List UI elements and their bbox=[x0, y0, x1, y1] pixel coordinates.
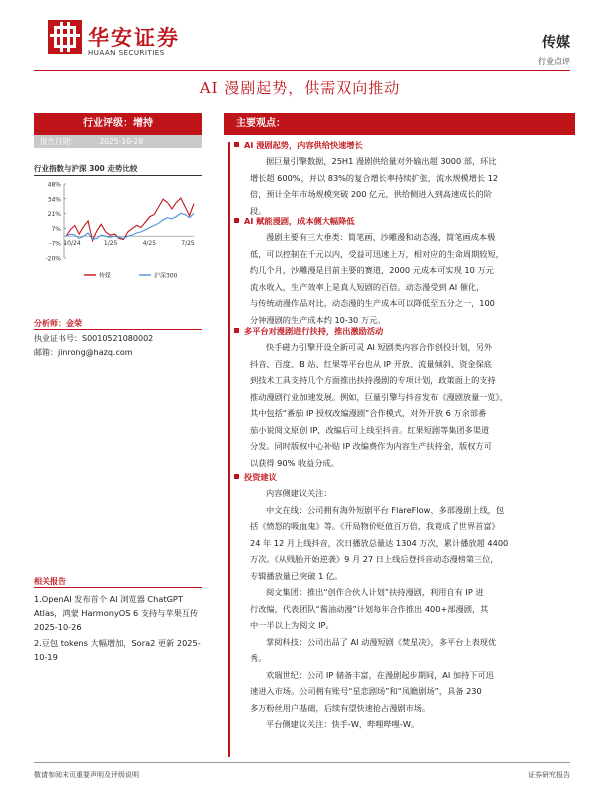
company-logo bbox=[48, 20, 198, 62]
legend-label: 传媒 bbox=[99, 272, 112, 280]
footer-report-label: 证券研究报告 bbox=[528, 771, 570, 779]
body-text-line: 与传统动漫作品对比，动态漫的生产成本可以降低至五分之一，100 bbox=[250, 298, 495, 308]
body-text-line: 快手磁力引擎开设全新可灵 AI 短剧类内容合作创投计划，另外 bbox=[266, 342, 493, 352]
body-text-line: 漫剧主要有三大垂类：简笔画、沙雕漫和动态漫，简笔画成本极 bbox=[266, 232, 496, 242]
body-text-line: 欢瑞世纪：公司 IP 储备丰富，在漫剧起步期间，AI 加持下可迅 bbox=[266, 669, 494, 680]
body-text-line: 段。 bbox=[250, 205, 267, 216]
body-text-line: 据巨量引擎数据，25H1 漫剧供给量对外输出超 3000 部，环比 bbox=[266, 156, 497, 166]
body-text-line: 茄小说阅文原创 IP，改编后可上线至抖音。红果短剧等集团多渠道 bbox=[250, 424, 490, 435]
report-date-row bbox=[34, 135, 202, 148]
y-tick-label: 7% bbox=[51, 225, 61, 233]
related-report-item[interactable]: 2.豆包 tokens 大幅增加，Sora2 更新 2025-10-19 bbox=[34, 638, 201, 662]
analyst-license: 执业证书号：S0010521080002 bbox=[34, 334, 154, 343]
body-text-line: 行改编，代表团队“酱油动漫”计划每年合作推出 400+部漫剧，其 bbox=[250, 603, 489, 614]
analyst-email[interactable]: 邮箱：jinrong@hazq.com bbox=[34, 348, 133, 357]
report-type: 行业点评 bbox=[538, 57, 570, 66]
y-tick-label: 48% bbox=[47, 181, 61, 189]
section-heading bbox=[234, 472, 277, 483]
analyst-name: 分析师：金荣 bbox=[34, 319, 82, 328]
section-heading-text: AI 漫剧起势，内容供给快速增长 bbox=[244, 140, 363, 150]
section-heading bbox=[234, 140, 363, 151]
body-text-line: 秀。 bbox=[250, 653, 267, 663]
body-text-line: 专辑播放量已突破 1 亿。 bbox=[250, 570, 343, 581]
body-text-line: 24 年 12 月上线抖音，次日播放总量达 1304 万次，累计播放超 4400 bbox=[250, 537, 509, 548]
analyst-divider bbox=[34, 329, 202, 330]
body-text-line: 中文在线：公司拥有海外短剧平台 FlareFlow、多部漫剧上线，包 bbox=[266, 504, 505, 515]
section-heading-text: 多平台对漫剧进行扶持，推出激励活动 bbox=[244, 326, 384, 336]
body-text-line: 到技术工具支持几个方面推出扶持漫剧的专项计划，政策面上的支持 bbox=[250, 375, 496, 385]
body-text-line: 速进入市场。公司拥有账号“星恋剧场”和“凤瞻剧场”，具备 230 bbox=[250, 686, 482, 696]
main-view-header: 主要观点： bbox=[224, 113, 575, 135]
x-tick-label: 10/24 bbox=[63, 240, 81, 248]
section-heading bbox=[234, 326, 383, 337]
x-tick-label: 1/25 bbox=[103, 240, 118, 248]
logo-mark-icon bbox=[48, 20, 82, 54]
body-text-line: 约几个月，沙雕漫是目前主要的赛道，2000 元成本可实现 10 万元 bbox=[250, 265, 494, 275]
body-text-line: 推动漫剧行业加速发展。例如，巨量引擎与抖音发布《漫剧放量一览》， bbox=[250, 391, 508, 402]
body-text-line: 流水收入，生产效率上是真人短剧的百倍。动态漫受到 AI 催化， bbox=[250, 281, 485, 292]
section-heading-text: AI 赋能漫剧，成本侧大幅降低 bbox=[244, 216, 355, 226]
body-text-line: 平台侧建议关注：快手-W，哔哩哔哩-W。 bbox=[266, 719, 420, 729]
related-reports-divider bbox=[34, 587, 202, 588]
body-text-line: 内容侧建议关注： bbox=[266, 488, 332, 498]
section-heading bbox=[234, 216, 354, 227]
related-report-item[interactable]: 1.OpenAI 发布首个 AI 浏览器 ChatGPT Atlas，鸿蒙 HarmonyOS 6 支持与苹果互传 2025-10-26 bbox=[34, 594, 199, 632]
body-text-line: 以获得 90% 收益分成。 bbox=[250, 457, 339, 468]
body-text-line: 分钟漫剧的生产成本约 10-30 万元。 bbox=[250, 314, 386, 325]
y-tick-label: 34% bbox=[47, 196, 61, 204]
bullet-icon bbox=[234, 218, 239, 223]
body-text-line: 其中包括“番茄 IP 授权改编漫剧”合作模式，对外开放 6 万余部番 bbox=[250, 408, 487, 418]
related-reports-label: 相关报告 bbox=[34, 577, 66, 586]
legend-label: 沪深300 bbox=[154, 272, 178, 280]
report-date-value: 2025-10-28 bbox=[99, 137, 144, 146]
bullet-icon bbox=[234, 142, 239, 147]
logo-chinese-name: 华安证券 bbox=[88, 25, 180, 50]
body-text-line: 增长超 600%，并以 83%的复合增长率持续扩张，流水规模增长 12 bbox=[250, 172, 499, 183]
chart-title-divider bbox=[34, 175, 202, 176]
section-heading-text: 投资建议 bbox=[244, 472, 277, 482]
main-view-side-rule bbox=[228, 142, 230, 757]
body-text-line: 阅文集团：推出“创作合伙人计划”扶持漫剧，利用自有 IP 进 bbox=[266, 587, 484, 597]
body-text-line: 多万粉丝用户基础，后续有望快速抢占漫剧市场。 bbox=[250, 702, 431, 713]
chart-title: 行业指数与沪深 300 走势比较 bbox=[34, 164, 138, 173]
header-divider bbox=[34, 70, 570, 71]
report-title: AI 漫剧起势，供需双向推动 bbox=[199, 79, 401, 97]
body-text-line: 万次。《从贱胎开始逆袭》9 月 27 日上线后登抖音动态漫榜第三位， bbox=[250, 554, 499, 564]
logo-english-name: HUAAN SECURITIES bbox=[88, 49, 165, 57]
bullet-icon bbox=[234, 474, 239, 479]
y-tick-label: -20% bbox=[45, 255, 61, 263]
industry-label: 传媒 bbox=[542, 35, 570, 51]
body-text-line: 中一半以上为阅文 IP。 bbox=[250, 620, 334, 630]
body-text-line: 括《愤怒的吸血鬼》等。《开局物价贬值百万倍，我竟成了世界首富》 bbox=[250, 521, 500, 531]
bullet-icon bbox=[234, 328, 239, 333]
y-tick-label: -7% bbox=[49, 240, 61, 248]
report-date-label: 报告日期： bbox=[40, 137, 78, 146]
index-comparison-chart bbox=[34, 178, 204, 286]
body-text-line: 抖音、百度、B 站、红果等平台也从 IP 开放、流量倾斜、资金保底 bbox=[250, 358, 492, 369]
footer-disclaimer: 敬请参阅末页重要声明及评级说明 bbox=[34, 771, 139, 779]
body-text-line: 倍，预计全年市场规模突破 200 亿元，供给侧进入到高速成长的阶 bbox=[250, 189, 492, 199]
series-line-0 bbox=[66, 198, 194, 241]
series-line-1 bbox=[66, 213, 194, 239]
footer-divider bbox=[34, 762, 570, 763]
body-text-line: 掌阅科技：公司出品了 AI 动漫短剧《焚星决》，多平台上表现优 bbox=[266, 636, 497, 647]
industry-rating: 行业评级：增持 bbox=[34, 113, 202, 135]
x-tick-label: 4/25 bbox=[142, 240, 157, 248]
body-text-line: 分发。同时版权中心补贴 IP 改编费作为内容生产扶持金，版权方可 bbox=[250, 441, 492, 451]
y-tick-label: 21% bbox=[47, 211, 61, 219]
x-tick-label: 7/25 bbox=[181, 240, 195, 248]
body-text-line: 低，可以控制在千元以内，受益可迅速上万，相对应的生命周期较短， bbox=[250, 248, 504, 259]
